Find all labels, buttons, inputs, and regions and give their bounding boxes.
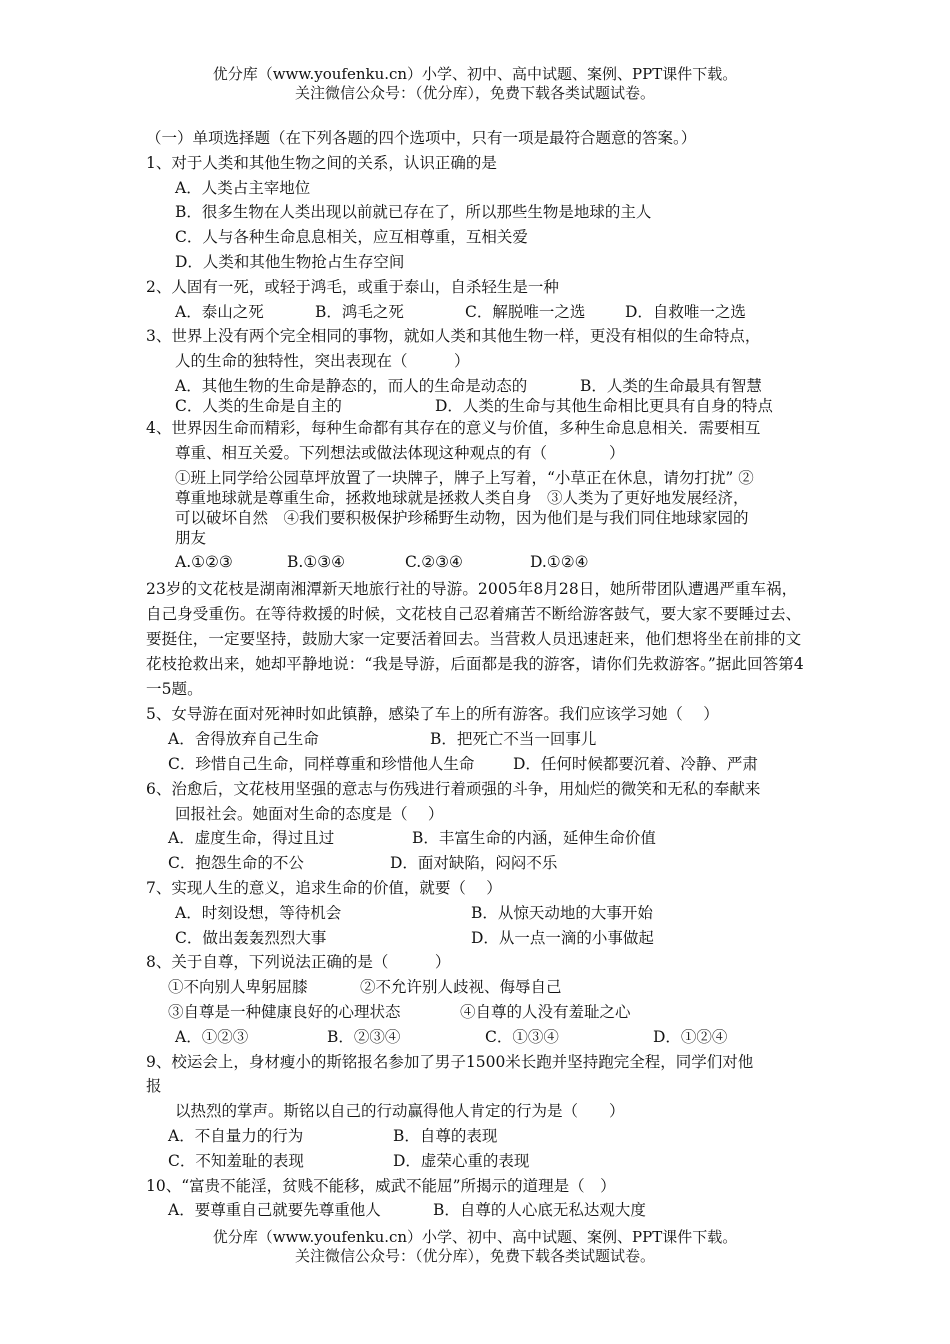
- question-3-option-d: D．人类的生命与其他生命相比更具有自身的特点: [435, 396, 773, 415]
- question-6-stem-line-1: 6、治愈后，文花枝用坚强的意志与伤残进行着顽强的斗争，用灿烂的微笑和无私的奉献来: [146, 779, 761, 798]
- question-3-options: [146, 376, 810, 416]
- question-8-option-b: B．②③④: [327, 1027, 401, 1046]
- question-10-option-b: B．自尊的人心底无私达观大度: [433, 1201, 646, 1220]
- page-header: [0, 65, 950, 103]
- question-9-option-d: D．虚荣心重的表现: [393, 1151, 530, 1170]
- question-1-option-c: C．人与各种生命息息相关，应互相尊重，互相关爱: [175, 228, 528, 247]
- question-6-option-d: D．面对缺陷，闷闷不乐: [390, 854, 558, 873]
- question-3-option-c: C．人类的生命是自主的: [175, 396, 342, 415]
- reading-passage: 23岁的文花枝是湖南湘潭新天地旅行社的导游。2005年8月28日，她所带团队遭遇严重车祸，自己身受重伤。在等待救援的时候，文花枝自己忍着痛苦不断给游客鼓气，要大家不要睡过去、要挺住，一定要坚持，鼓励大家一定要活着回去。当营救人员迅速赶来，他们想将坐在前排的文花枝抢救出来，她却平静地说：“我是导游，后面都是我的游客，请你们先救游客。”据此回答第4一5题。: [146, 580, 804, 699]
- question-1-stem: 1、对于人类和其他生物之间的关系，认识正确的是: [146, 153, 497, 172]
- question-5-option-d: D．任何时候都要沉着、冷静、严肃: [513, 754, 758, 773]
- question-8-item-1: ①不向别人卑躬屈膝: [168, 978, 308, 997]
- question-9-stem-line-2: 报: [146, 1077, 162, 1096]
- question-9-stem-line-1: 9、校运会上，身材瘦小的斯铭报名参加了男子1500米长跑并坚持跑完全程，同学们对他: [146, 1052, 754, 1071]
- question-8-option-c: C．①③④: [485, 1027, 559, 1046]
- question-9-option-a: A．不自量力的行为: [168, 1126, 304, 1145]
- question-4-option-b: B.①③④: [287, 552, 346, 571]
- question-5-option-c: C．珍惜自己生命，同样尊重和珍惜他人生命: [168, 754, 475, 773]
- question-9-option-c: C．不知羞耻的表现: [168, 1151, 304, 1170]
- question-8-option-a: A．①②③: [175, 1027, 249, 1046]
- question-2-option-c: C．解脱唯一之选: [465, 302, 586, 321]
- question-4-items-line-4: 朋友: [175, 528, 207, 547]
- question-3-stem-line-2: 人的生命的独特性，突出表现在（ ）: [175, 352, 470, 371]
- question-6-option-b: B．丰富生命的内涵，延伸生命价值: [412, 829, 656, 848]
- question-6-stem-line-2: 回报社会。她面对生命的态度是（ ）: [175, 804, 444, 823]
- question-3-stem-line-1: 3、世界上没有两个完全相同的事物，就如人类和其他生物一样，更没有相似的生命特点，: [146, 327, 761, 346]
- question-1-option-b: B．很多生物在人类出现以前就已存在了，所以那些生物是地球的主人: [175, 203, 652, 222]
- question-6-option-c: C．抱怨生命的不公: [168, 854, 304, 873]
- footer-line-2: 关注微信公众号：（优分库），免费下载各类试题试卷。: [294, 1247, 655, 1265]
- question-4-stem-line-1: 4、世界因生命而精彩，每种生命都有其存在的意义与价值，多种生命息息相关．需要相互: [146, 418, 761, 437]
- header-line-1: 优分库（www.youfenku.cn）小学、初中、高中试题、案例、PPT课件下载。: [212, 65, 738, 83]
- page-footer: [0, 1228, 950, 1266]
- question-10-option-a: A．要尊重自己就要先尊重他人: [168, 1201, 381, 1220]
- question-9-option-b: B．自尊的表现: [393, 1126, 498, 1145]
- question-2-option-b: B．鸿毛之死: [315, 302, 404, 321]
- question-7-option-c: C．做出轰轰烈烈大事: [175, 928, 327, 947]
- question-4-items-line-1: ①班上同学给公园草坪放置了一块牌子，牌子上写着，“小草正在休息，请勿打扰” ②: [175, 468, 754, 487]
- question-10-stem: 10、“富贵不能淫，贫贱不能移，威武不能屈”所揭示的道理是（ ）: [146, 1176, 616, 1195]
- question-5-stem: 5、女导游在面对死神时如此镇静，感染了车上的所有游客。我们应该学习她（ ）: [146, 705, 719, 724]
- question-4-options: [146, 550, 810, 575]
- question-7-option-b: B．从惊天动地的大事开始: [471, 903, 653, 922]
- question-2-options: [146, 300, 810, 325]
- question-4-stem-line-2: 尊重、相互关爱。下列想法或做法体现这种观点的有（ ）: [175, 443, 625, 462]
- question-2-stem: 2、人固有一死，或轻于鸿毛，或重于泰山，自杀轻生是一种: [146, 277, 559, 296]
- question-4-option-d: D.①②④: [530, 552, 589, 571]
- question-4-option-c: C.②③④: [405, 552, 463, 571]
- question-7-option-d: D．从一点一滴的小事做起: [471, 928, 654, 947]
- question-8-item-4: ④自尊的人没有羞耻之心: [460, 1002, 631, 1021]
- footer-line-1: 优分库（www.youfenku.cn）小学、初中、高中试题、案例、PPT课件下载。: [212, 1228, 738, 1246]
- question-6-option-a: A．虚度生命，得过且过: [168, 829, 335, 848]
- section-title: （一）单项选择题（在下列各题的四个选项中，只有一项是最符合题意的答案。）: [146, 129, 697, 147]
- question-1-option-d: D．人类和其他生物抢占生存空间: [175, 252, 405, 271]
- question-5-option-b: B．把死亡不当一回事儿: [430, 730, 597, 749]
- question-3-option-a: A．其他生物的生命是静态的，而人的生命是动态的: [175, 376, 528, 395]
- question-3-option-b: B．人类的生命最具有智慧: [580, 376, 762, 395]
- question-2-option-a: A．泰山之死: [175, 302, 264, 321]
- question-7-stem: 7、实现人生的意义，追求生命的价值，就要（ ）: [146, 878, 502, 897]
- question-8-stem: 8、关于自尊，下列说法正确的是（ ）: [146, 953, 451, 972]
- question-7-option-a: A．时刻设想，等待机会: [175, 903, 342, 922]
- question-2-option-d: D．自救唯一之选: [625, 302, 746, 321]
- question-4-items: [146, 468, 810, 548]
- question-4-items-line-2: 尊重地球就是尊重生命，拯救地球就是拯救人类自身 ③人类为了更好地发展经济，: [175, 488, 749, 507]
- question-5-option-a: A．舍得放弃自己生命: [168, 730, 319, 749]
- question-4-option-a: A.①②③: [175, 552, 233, 571]
- question-8-option-d: D．①②④: [653, 1027, 728, 1046]
- question-8-item-3: ③自尊是一种健康良好的心理状态: [168, 1002, 401, 1021]
- header-line-2: 关注微信公众号：（优分库），免费下载各类试题试卷。: [294, 84, 655, 102]
- question-9-stem-line-3: 以热烈的掌声。斯铭以自己的行动赢得他人肯定的行为是（ ）: [175, 1102, 625, 1121]
- document-body: [146, 126, 810, 1223]
- question-4-items-line-3: 可以破坏自然 ④我们要积极保护珍稀野生动物，因为他们是与我们同住地球家园的: [175, 508, 749, 527]
- question-1-option-a: A．人类占主宰地位: [175, 178, 311, 197]
- question-8-item-2: ②不允许别人歧视、侮辱自己: [360, 978, 562, 997]
